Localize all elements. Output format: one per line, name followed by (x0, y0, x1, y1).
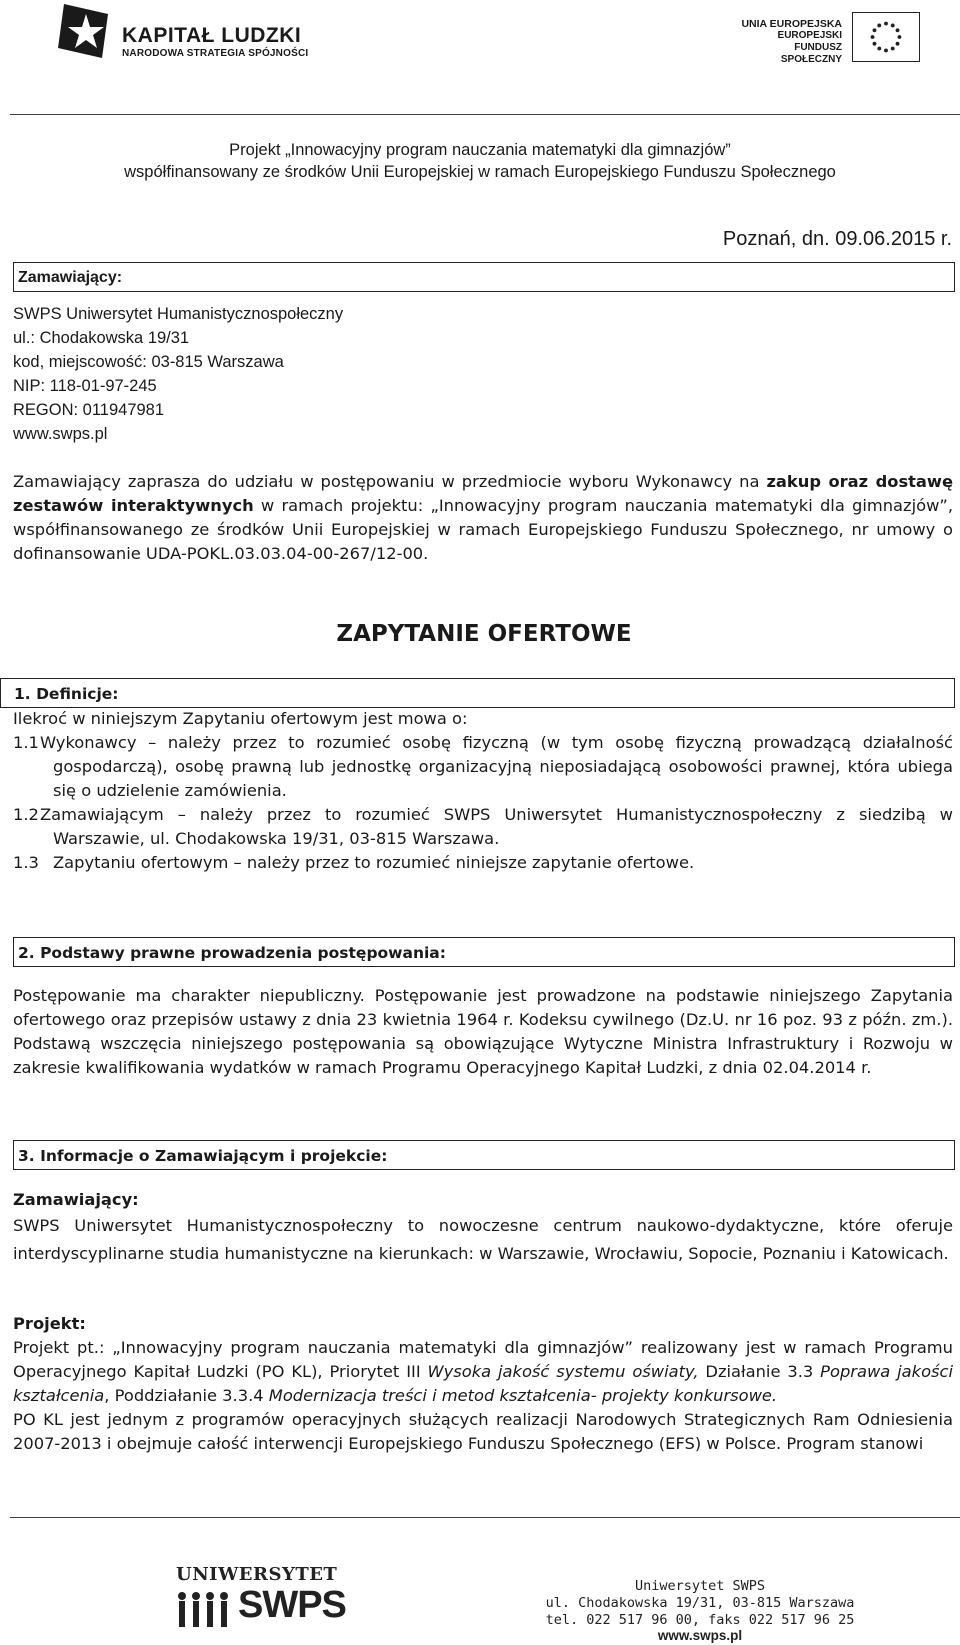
eu-line-1: UNIA EUROPEJSKA (741, 18, 842, 30)
zamawiajacy-heading-box (13, 262, 955, 292)
kapital-ludzki-subtitle: NARODOWA STRATEGIA SPÓJNOŚCI (122, 48, 309, 59)
projekt-text-b: Działanie 3.3 (698, 1362, 821, 1381)
footer-address: ul. Chodakowska 19/31, 03-815 Warszawa (545, 1595, 855, 1611)
eu-line-2: EUROPEJSKI (777, 30, 842, 41)
kapital-ludzki-title: KAPITAŁ LUDZKI (122, 24, 302, 47)
section-3-heading-box (13, 1140, 955, 1170)
swps-logo-wordmark: SWPS (238, 1584, 346, 1626)
definition-number: 1.1 (13, 733, 39, 752)
kapital-ludzki-logo (52, 0, 322, 64)
intro-paragraph (13, 470, 953, 566)
definition-number: 1.3 (13, 853, 39, 872)
definition-item (13, 803, 953, 851)
swps-figures-icon (176, 1590, 234, 1630)
definition-text: Wykonawcy – należy przez to rozumieć osobę fizyczną (w tym osobę fizyczną prowadzącą działalność gospodarczą), osobę prawną lub jednostkę organizacyjną nieposiadającą osobowości prawnej, która ubiega się o udzielenie zamówienia. (40, 733, 953, 800)
kapital-ludzki-star-icon (56, 0, 116, 62)
zamawiajacy-heading: Zamawiający: (18, 269, 123, 286)
section-3-subheading-projekt: Projekt: (13, 1314, 86, 1333)
zamawiajacy-name: SWPS Uniwersytet Humanistycznospołeczny (13, 305, 344, 323)
section-2-text: Postępowanie ma charakter niepubliczny. Postępowanie jest prowadzone na podstawie niniejszego Zapytania ofertowego oraz przepisów ustawy z dnia 23 kwietnia 1964 r. Kodeksu cywilnego (Dz.U. nr 16 poz. 93 z późn. zm.). Podstawą wszczęcia niniejszego postępowania są obowiązujące Wytyczne Ministra Infrastruktury i Rozwoju w zakresie kwalifikowania wydatków w ramach Programu Operacyjnego Kapitał Ludzki, z dnia 02.04.2014 r. (13, 986, 953, 1077)
definition-item (13, 851, 953, 875)
footer-name: Uniwersytet SWPS (634, 1578, 766, 1594)
section-2-heading-box (13, 937, 955, 967)
definition-number: 1.2 (13, 805, 39, 824)
projekt-priority-name: Wysoka jakość systemu oświaty, (427, 1362, 699, 1381)
eu-logo-text (738, 18, 842, 66)
projekt-text-a: Projekt pt.: „Innowacyjny program nauczania matematyki dla gimnazjów” realizowany jest w ramach Programu Operacyjnego Kapitał Ludzki (PO KL), Priorytet III (13, 1338, 953, 1381)
project-title-line-2: współfinansowany ze środków Unii Europejskiej w ramach Europejskiego Funduszu Społecznego (124, 163, 836, 181)
document-title: ZAPYTANIE OFERTOWE (336, 621, 632, 647)
section-3-heading: 3. Informacje o Zamawiającym i projekcie: (18, 1147, 388, 1165)
project-title-line-1: Projekt „Innowacyjny program nauczania matematyki dla gimnazjów” (229, 141, 731, 159)
zamawiajacy-nip: NIP: 118-01-97-245 (13, 377, 157, 395)
eu-logo (738, 12, 920, 64)
intro-text-2: w ramach projektu: „Innowacyjny program nauczania matematyki dla gimnazjów”, współfinansowanego ze środków Unii Europejskiej w ramach Europejskiego Funduszu Społecznego, nr umowy o dofinansowanie UDA-POKL.03.03.04-00-267/12-00. (13, 496, 953, 563)
document-date: Poznań, dn. 09.06.2015 r. (722, 228, 952, 250)
eu-stars-flag-icon (852, 12, 920, 62)
projekt-text-c: , Poddziałanie 3.3.4 (104, 1386, 269, 1405)
section-3-projekt-text (13, 1336, 953, 1408)
projekt-subaction-name: Modernizacja treści i metod kształcenia- projekty konkursowe. (268, 1386, 778, 1405)
section-1-lead: Ilekroć w niniejszym Zapytaniu ofertowym jest mowa o: (13, 709, 468, 728)
swps-logo (176, 1564, 346, 1634)
section-3-pokl-text: PO KL jest jednym z programów operacyjnych służących realizacji Narodowych Strategicznych Ram Odniesienia 2007-2013 i obejmuje całość interwencji Europejskiego Funduszu Społecznego (EFS) w Polsce. Program stanowi (13, 1410, 953, 1453)
header-divider (10, 114, 960, 115)
swps-logo-top: UNIWERSYTET (176, 1564, 338, 1585)
section-1-heading: 1. Definicje: (14, 685, 119, 703)
zamawiajacy-city: kod, miejscowość: 03-815 Warszawa (13, 353, 284, 371)
definition-text: Zapytaniu ofertowym – należy przez to rozumieć niniejsze zapytanie ofertowe. (53, 853, 695, 872)
definition-item (13, 731, 953, 803)
section-3-subheading-zamawiajacy: Zamawiający: (13, 1190, 139, 1209)
footer-phone: tel. 022 517 96 00, faks 022 517 96 25 (545, 1612, 855, 1628)
definition-text: Zamawiającym – należy przez to rozumieć SWPS Uniwersytet Humanistycznospołeczny z siedzibą w Warszawie, ul. Chodakowska 19/31, 03-815 Warszawa. (40, 805, 953, 848)
intro-bold-subject: zakup oraz dostawę zestawów interaktywnych (13, 472, 953, 515)
section-1-heading-box (0, 678, 955, 708)
eu-line-3: FUNDUSZ SPOŁECZNY (780, 42, 842, 65)
intro-text-1: Zamawiający zaprasza do udziału w postępowaniu w przedmiocie wyboru Wykonawcy na (13, 472, 767, 491)
zamawiajacy-regon: REGON: 011947981 (13, 401, 165, 419)
footer-www-link[interactable]: www.swps.pl (657, 1628, 743, 1643)
projekt-action-name: Poprawa jakości kształcenia (13, 1362, 953, 1405)
zamawiajacy-street: ul.: Chodakowska 19/31 (13, 329, 190, 347)
section-2-heading: 2. Podstawy prawne prowadzenia postępowania: (18, 944, 446, 962)
section-3-zamawiajacy-text: SWPS Uniwersytet Humanistycznospołeczny to nowoczesne centrum naukowo-dydaktyczne, które oferuje interdyscyplinarne studia humanistyczne na kierunkach: w Warszawie, Wrocławiu, Sopocie, Poznaniu i Katowicach. (13, 1216, 953, 1263)
footer-divider (10, 1517, 960, 1518)
zamawiajacy-www-link[interactable]: www.swps.pl (13, 425, 108, 443)
